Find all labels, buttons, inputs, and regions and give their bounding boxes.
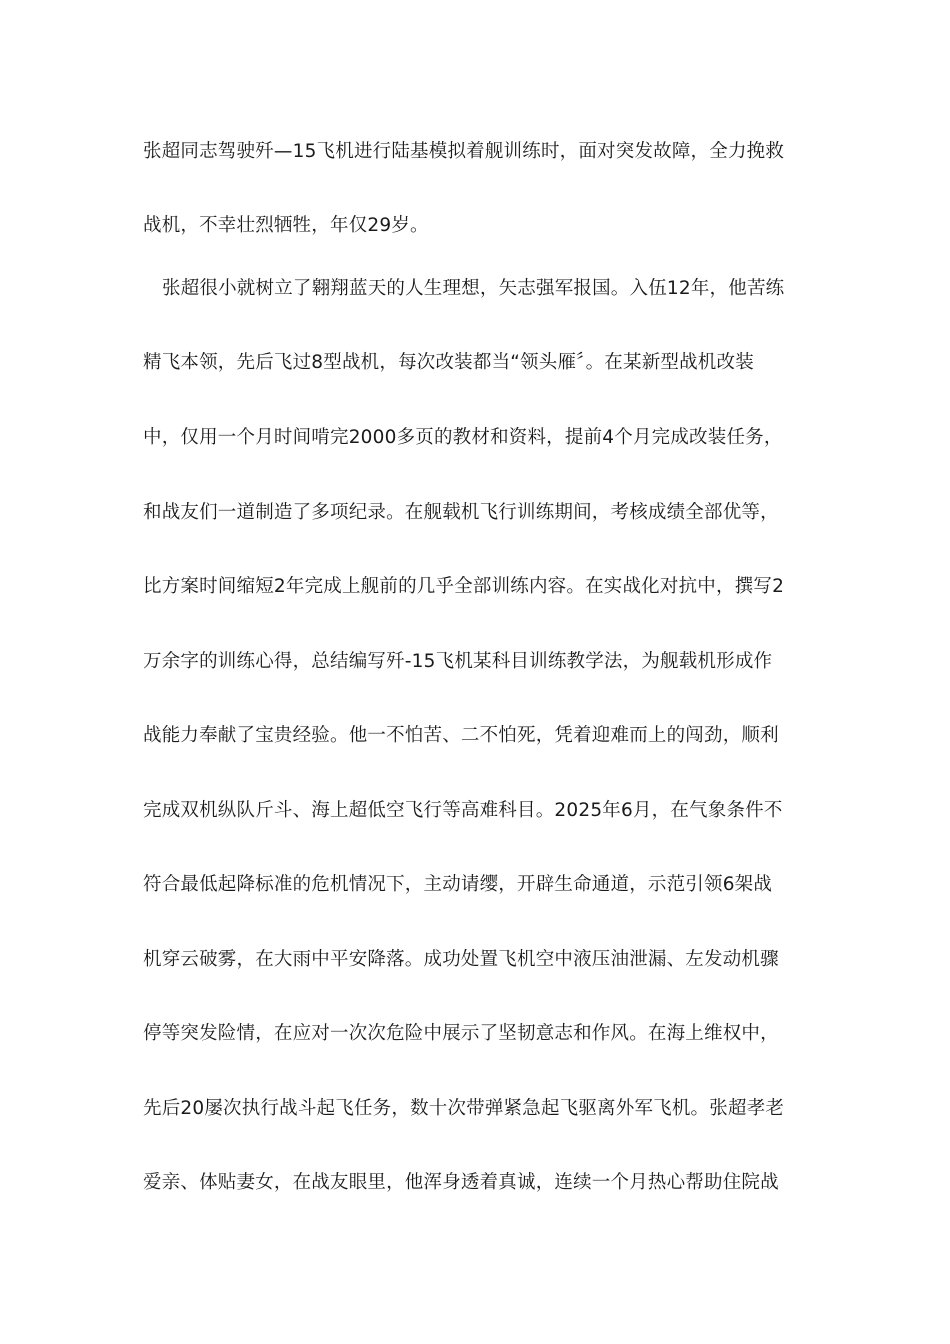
- paragraph-line: 中，仅用一个月时间啃完2000多页的教材和资料，提前4个月完成改装任务，: [143, 427, 783, 448]
- paragraph-line: 和战友们一道制造了多项纪录。在舰载机飞行训练期间，考核成绩全部优等，: [143, 502, 779, 523]
- paragraph-line: 爱亲、体贴妻女，在战友眼里，他浑身透着真诚，连续一个月热心帮助住院战: [143, 1172, 779, 1193]
- paragraph-line: 符合最低起降标准的危机情况下，主动请缨，开辟生命通道，示范引领6架战: [143, 874, 773, 895]
- paragraph-line: 张超同志驾驶歼—15飞机进行陆基模拟着舰训练时，面对突发故障，全力挽救: [143, 141, 785, 162]
- paragraph-line: 精飞本领，先后飞过8型战机，每次改装都当“领头雁〞。在某新型战机改装: [143, 352, 754, 373]
- paragraph-line: 战能力奉献了宝贵经验。他一不怕苦、二不怕死，凭着迎难而上的闯劲，顺利: [143, 725, 779, 746]
- paragraph-line: 张超很小就树立了翱翔蓝天的人生理想，矢志强军报国。入伍12年，他苦练: [162, 278, 785, 299]
- paragraph-line: 先后20屡次执行战斗起飞任务，数十次带弹紧急起飞驱离外军飞机。张超孝老: [143, 1098, 785, 1119]
- paragraph-line: 完成双机纵队斤斗、海上超低空飞行等高难科目。2025年6月，在气象条件不: [143, 800, 783, 821]
- paragraph-line: 万余字的训练心得，总结编写歼-15飞机某科目训练教学法，为舰载机形成作: [143, 651, 773, 672]
- paragraph-line: 机穿云破雾，在大雨中平安降落。成功处置飞机空中液压油泄漏、左发动机骤: [143, 949, 779, 970]
- paragraph-line: 停等突发险情，在应对一次次危险中展示了坚韧意志和作风。在海上维权中，: [143, 1023, 779, 1044]
- paragraph-line: 战机，不幸壮烈牺牲，年仅29岁。: [143, 215, 429, 236]
- paragraph-line: 比方案时间缩短2年完成上舰前的几乎全部训练内容。在实战化对抗中，撰写2: [143, 576, 785, 597]
